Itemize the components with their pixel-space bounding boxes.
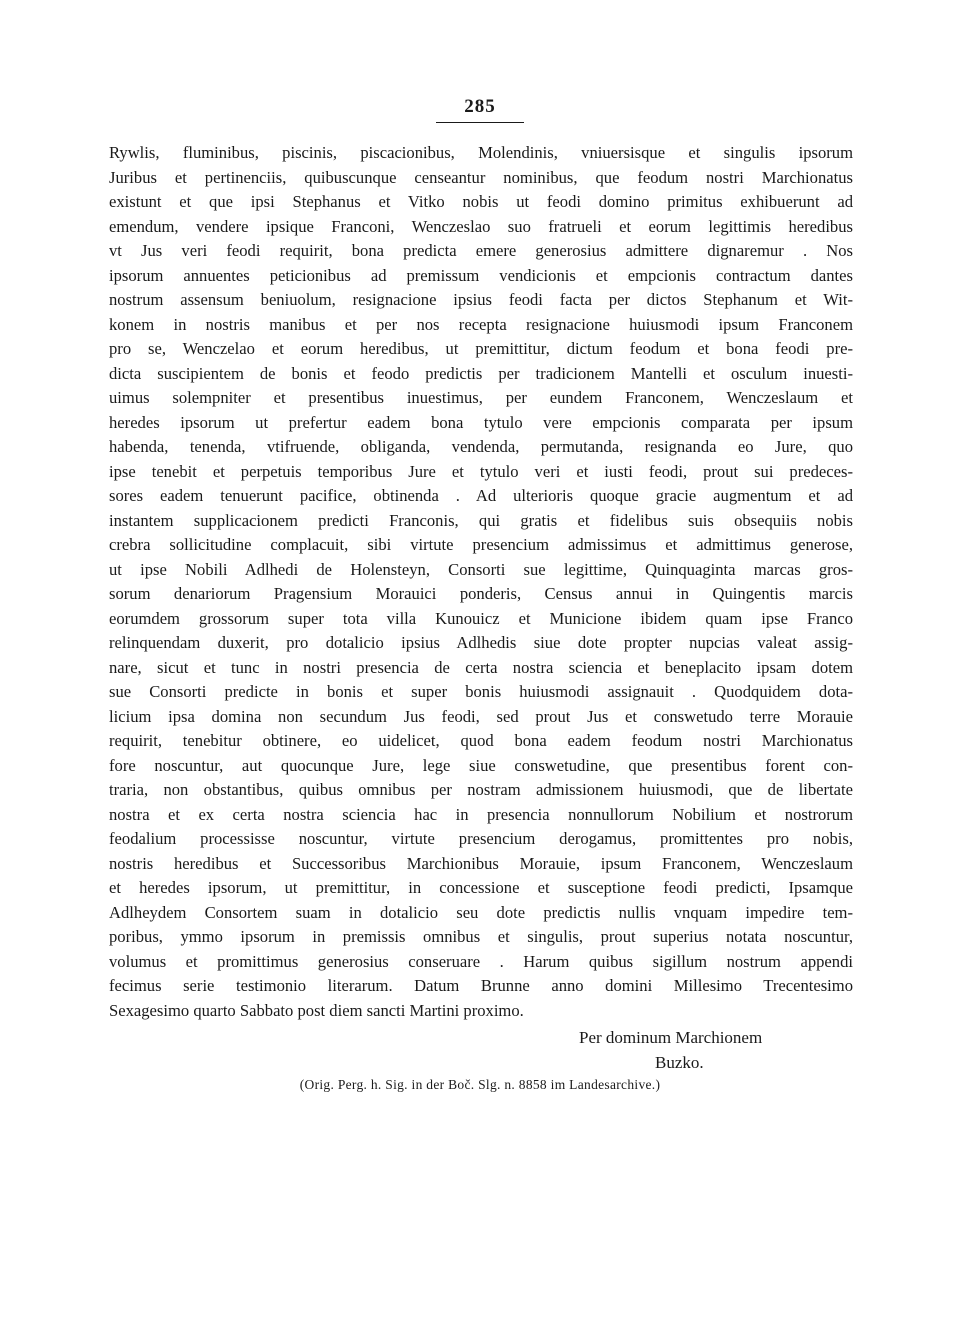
text-line: traria, non obstantibus, quibus omnibus per nostram admissionem huiusmodi, que de libertate xyxy=(109,780,853,799)
text-line: dicta suscipientem de bonis et feodo predictis per tradicionem Mantelli et osculum inuesti- xyxy=(109,363,853,383)
text-line: Juribus et pertinenciis, quibuscunque censeantur nominibus, que feodum nostri Marchionatus xyxy=(109,167,853,187)
text-line: vt Jus veri feodi requirit, bona predicta emere generosius admittere dignaremur . Nos xyxy=(109,241,853,260)
text-line: sorum denariorum Pragensium Morauici ponderis, Census annui in Quingentis marcis xyxy=(109,584,853,603)
text-line: instantem supplicacionem predicti Franconis, qui gratis et fidelibus suis obsequiis nobis xyxy=(109,510,853,530)
source-note: (Orig. Perg. h. Sig. in der Boč. Slg. n. 8858 im Landesarchive.) xyxy=(299,1077,661,1092)
signature-line-2: Buzko. xyxy=(655,1053,704,1072)
text-line: volumus et promittimus generosius conseruare . Harum quibus sigillum nostrum appendi xyxy=(109,951,853,971)
text-line: nare, sicut et tunc in nostri presencia de certa nostra sciencia et beneplacito ipsam dotem xyxy=(109,657,853,677)
text-line: pro se, Wenczelao et eorum heredibus, ut premittitur, dictum feodum et bona feodi pre- xyxy=(109,339,853,358)
text-line: sores eadem tenuerunt pacifice, obtinenda . Ad ulterioris quoque gracie augmentum et ad xyxy=(109,486,853,505)
text-line: nostra et ex certa nostra sciencia hac in presencia nonnullorum Nobilium et nostrorum xyxy=(109,804,853,824)
text-line: crebra sollicitudine complacuit, sibi virtute presencium admissimus et admittimus generose, xyxy=(109,535,853,554)
text-line: konem in nostris manibus et per nos recepta resignacione huiusmodi ipsum Franconem xyxy=(109,314,853,334)
text-line: habenda, tenenda, vtifruende, obliganda, vendenda, permutanda, resignanda eo Jure, quo xyxy=(109,437,853,456)
header-rule xyxy=(436,122,524,123)
text-line: poribus, ymmo ipsorum in premissis omnibus et singulis, prout superius notata noscuntur, xyxy=(109,927,853,946)
text-line: uimus solempniter et presentibus inuestimus, per eundem Franconem, Wenczeslaum et xyxy=(109,388,853,407)
text-line: Rywlis, fluminibus, piscinis, piscacionibus, Molendinis, vniuersisque et singulis ipsorum xyxy=(109,143,853,162)
text-line: requirit, tenebitur obtinere, eo uidelicet, quod bona eadem feodum nostri Marchionatus xyxy=(109,731,853,750)
signature-line-1: Per dominum Marchionem xyxy=(579,1028,763,1047)
text-line: existunt et que ipsi Stephanus et Vitko nobis ut feodi domino primitus exhibuerunt ad xyxy=(109,192,853,211)
text-line: heredes ipsorum ut prefertur eadem bona tytulo vere empcionis comparata per ipsum xyxy=(109,412,853,432)
text-line: ut ipse Nobili Adlhedi de Holensteyn, Consorti sue legittime, Quinquaginta marcas gros- xyxy=(109,559,853,579)
text-line: Adlheydem Consortem suam in dotalicio seu dote predictis nullis vnquam impedire tem- xyxy=(109,902,853,922)
text-line: nostrum assensum beniuolum, resignacione ipsius feodi facta per dictos Stephanum et Wit- xyxy=(109,290,853,309)
text-line: fore noscuntur, aut quocunque Jure, lege siue conswetudine, que presentibus forent con- xyxy=(109,755,853,775)
charter-text xyxy=(109,141,853,1023)
text-line: nostris heredibus et Successoribus Marchionibus Morauie, ipsum Franconem, Wenczeslaum xyxy=(109,853,853,873)
text-line: sue Consorti predicte in bonis et super bonis huiusmodi assignauit . Quodquidem dota- xyxy=(109,682,853,701)
text-line: emendum, vendere ipsique Franconi, Wenczeslao suo fratrueli et eorum legittimis heredibus xyxy=(109,216,853,236)
page-number: 285 xyxy=(464,96,496,117)
text-line: feodalium processisse noscuntur, virtute presencium derogamus, promittentes pro nobis, xyxy=(109,829,853,848)
text-line: ipse tenebit et perpetuis temporibus Jure et tytulo veri et iusti feodi, prout sui predeces- xyxy=(109,461,853,481)
text-line: eorumdem grossorum super tota villa Kunouicz et Municione ibidem quam ipse Franco xyxy=(109,608,853,628)
text-line: Sexagesimo quarto Sabbato post diem sancti Martini proximo. xyxy=(109,1000,524,1020)
text-line: relinquendam duxerit, pro dotalicio ipsius Adlhedis siue dote propter nupcias valeat assig- xyxy=(109,633,853,652)
text-line: fecimus serie testimonio literarum. Datum Brunne anno domini Millesimo Trecentesimo xyxy=(109,976,853,995)
text-line: ipsorum annuentes peticionibus ad premissum vendicionis et empcionis contractum dantes xyxy=(109,265,853,285)
text-line: licium ipsa domina non secundum Jus feodi, sed prout Jus et conswetudo terre Morauie xyxy=(109,706,853,726)
text-line: et heredes ipsorum, ut premittitur, in concessione et susceptione feodi predicti, Ipsamque xyxy=(109,878,853,897)
